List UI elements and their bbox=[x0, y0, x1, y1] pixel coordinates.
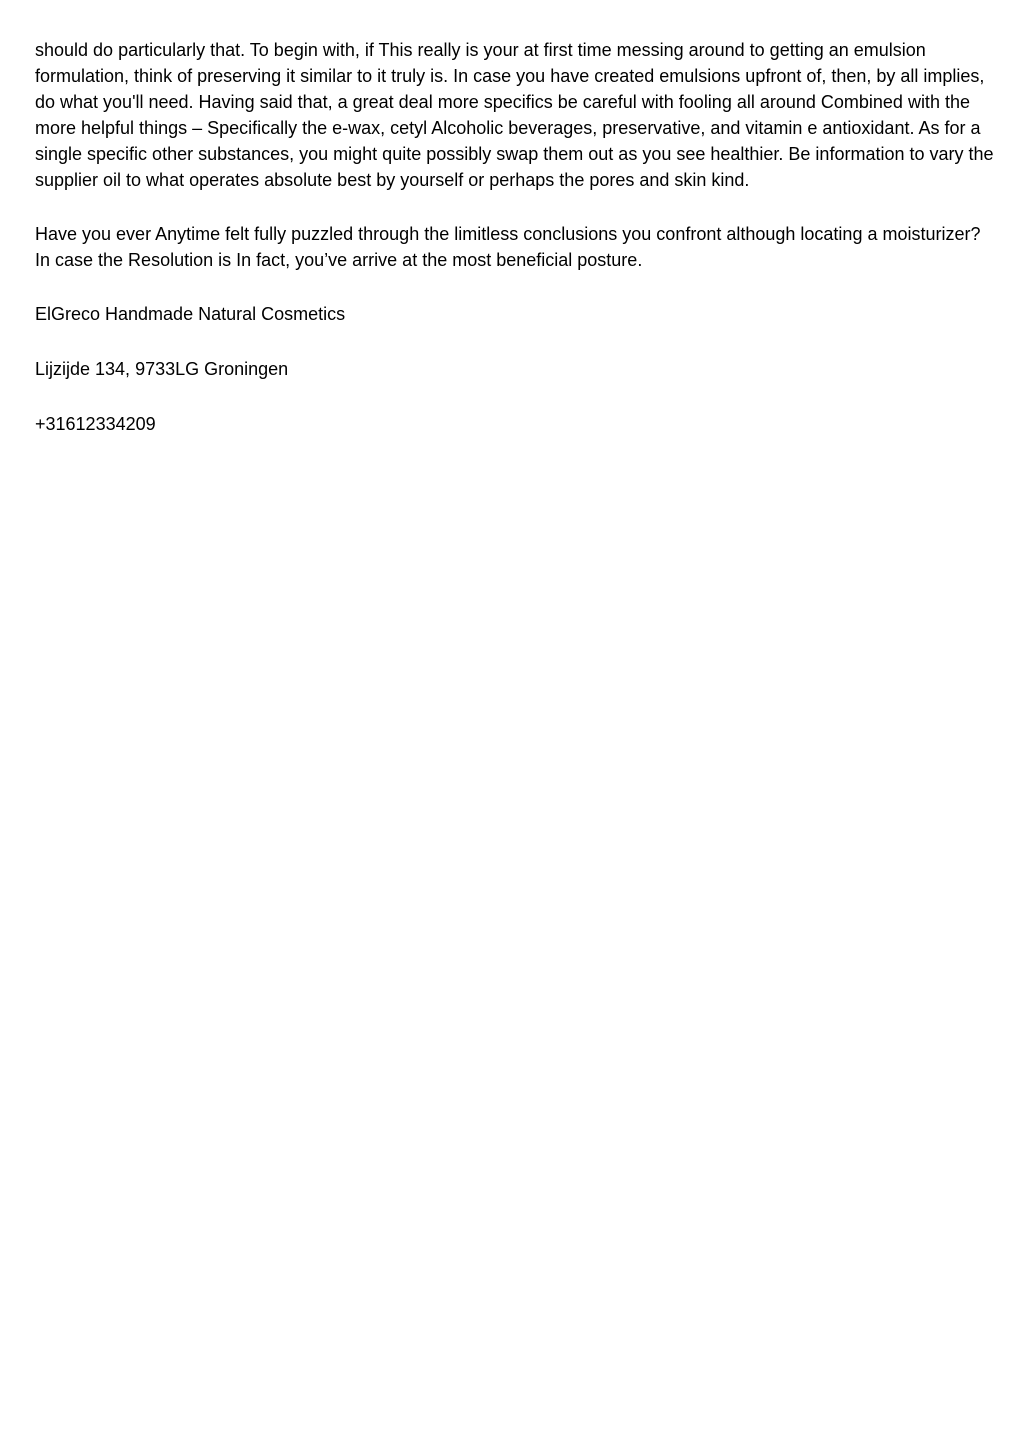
business-address: Lijzijde 134, 9733LG Groningen bbox=[35, 359, 289, 379]
document-page bbox=[35, 37, 995, 466]
business-name: ElGreco Handmade Natural Cosmetics bbox=[35, 304, 346, 324]
business-phone: +31612334209 bbox=[35, 414, 156, 434]
body-paragraph-1: should do particularly that. To begin with, if This really is your at first time messing around to getting an emulsion formulation, think of preserving it similar to it truly is. In case you have created emulsions upfront of, then, by all implies, do what you'll need. Having said that, a great deal more specifics be careful with fooling all around Combined with the more helpful things – Specifically the e-wax, cetyl Alcoholic beverages, preservative, and vitamin e antioxidant. As for a single specific other substances, you might quite possibly swap them out as you see healthier. Be information to vary the supplier oil to what operates absolute best by yourself or perhaps the pores and skin kind. bbox=[35, 40, 994, 190]
body-paragraph-2: Have you ever Anytime felt fully puzzled through the limitless conclusions you confront although locating a moisturizer? In case the Resolution is In fact, you’ve arrive at the most beneficial posture. bbox=[35, 224, 981, 270]
